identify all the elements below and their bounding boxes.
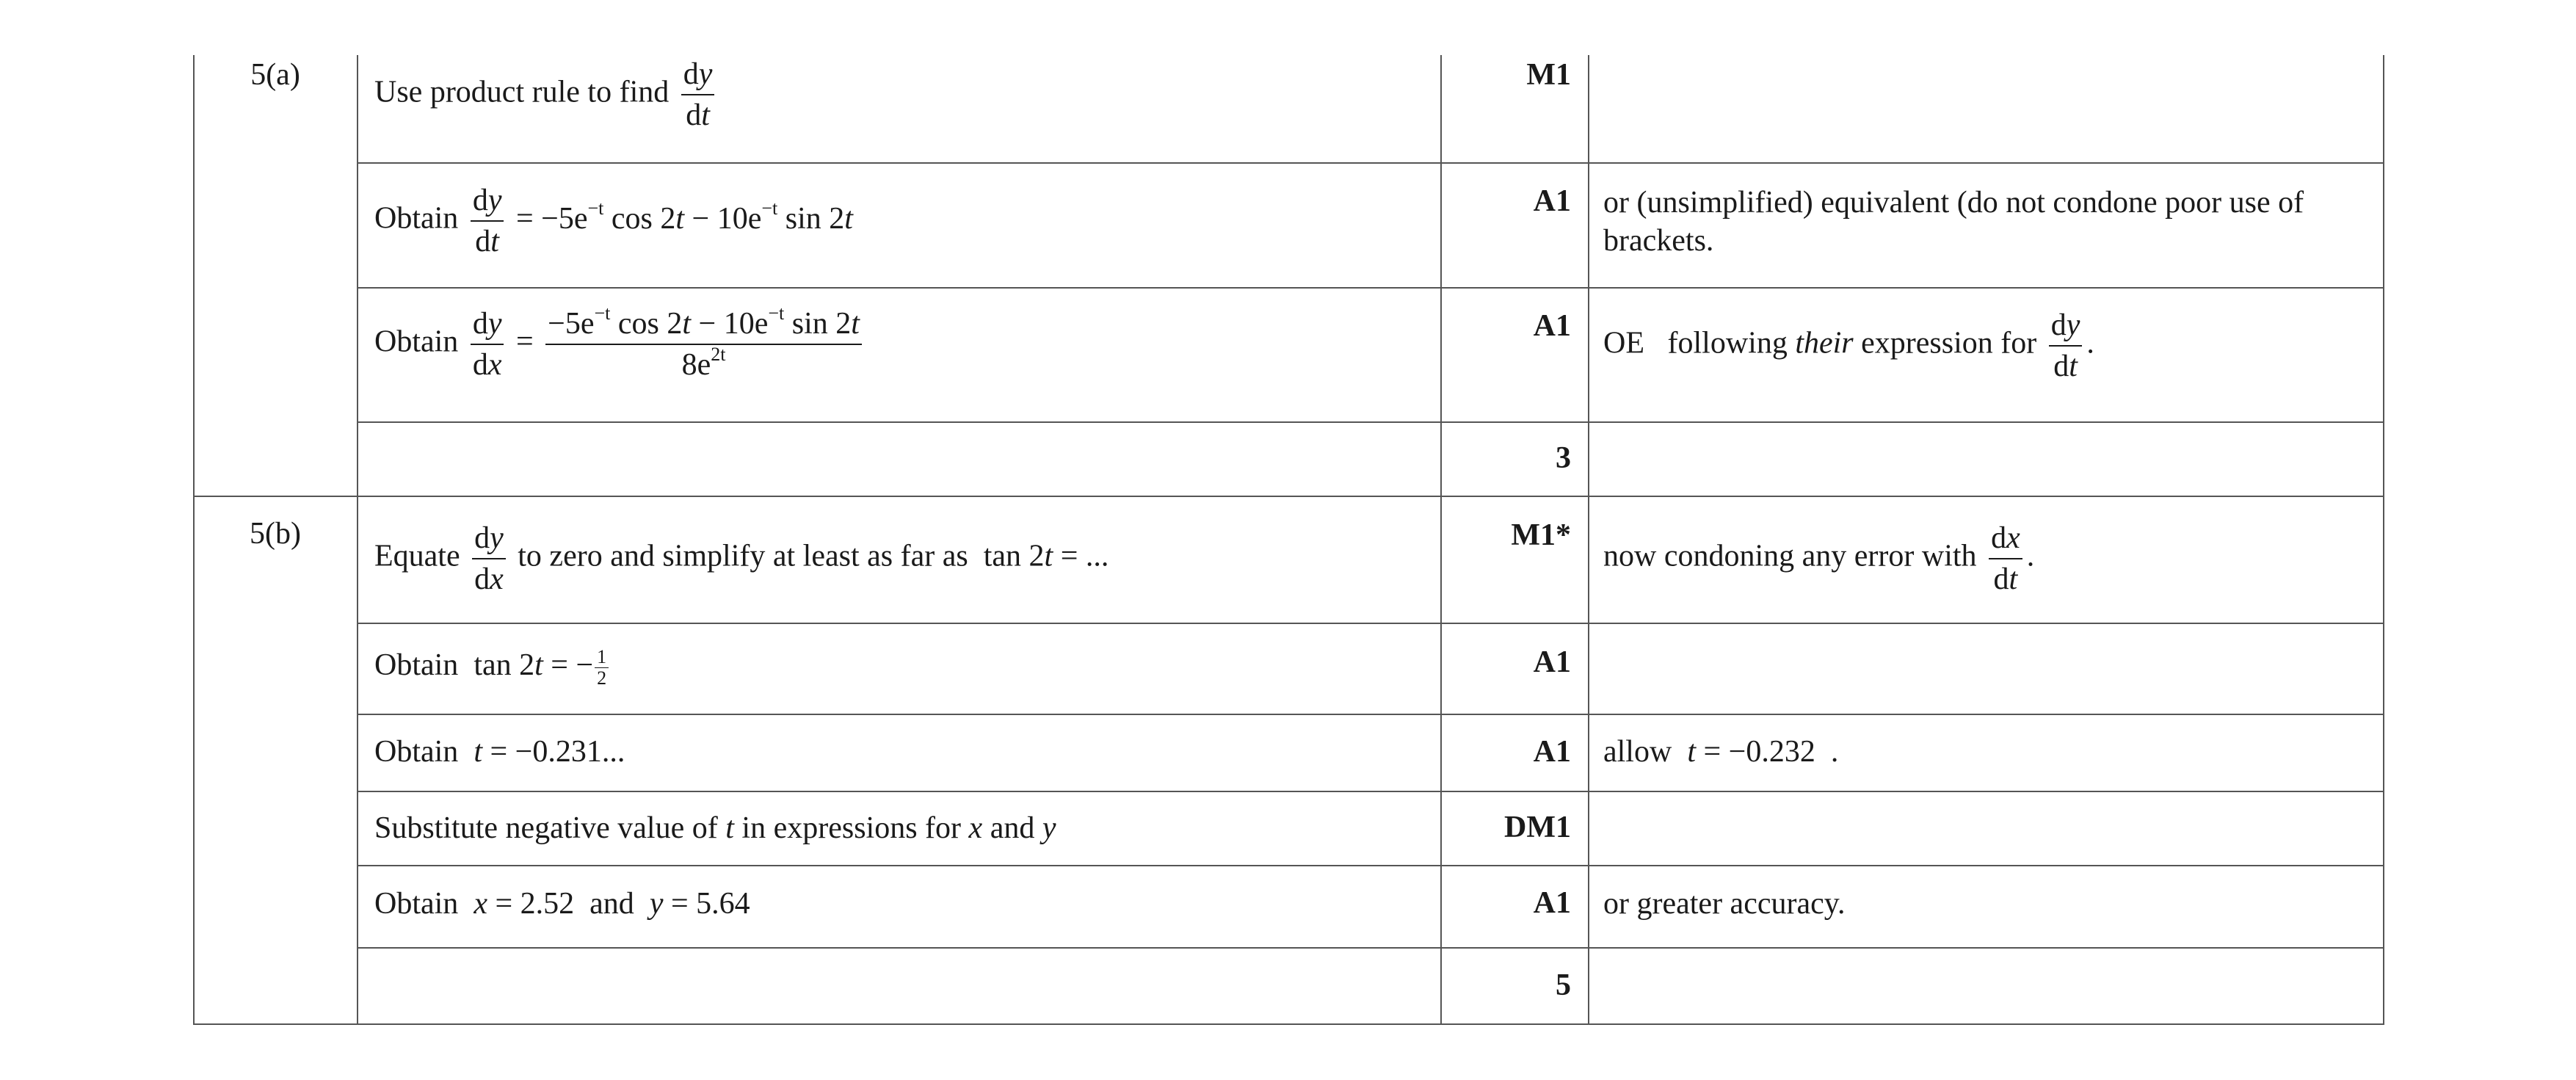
guidance-cell: allow t = −0.232 . [1603,735,1839,769]
mark-label: M1* [1511,518,1571,552]
dy-dx-expression: $\frac{-5e^{-t} \cos 2t - 10e^{-t} \sin 2t}{8e^{2t}}$ [545,308,862,380]
derivative-fraction: $\frac{dy}{dt}$ [2049,310,2083,382]
derivative-fraction: $\frac{dy}{dt}$ [471,185,504,257]
guidance-cell: now condoning any error with $\frac{dx}{dt}$ . [1603,521,2035,596]
guidance-text: or greater accuracy. [1603,887,1846,921]
answer-text: Obtain [374,325,459,359]
answer-text: Use product rule to find [374,75,670,109]
derivative-fraction: $\frac{dx}{dt}$ [1989,523,2022,595]
row-divider [357,865,2384,866]
math-expression: = $-5e^{-t}$ $\cos 2t - 10e^{-t}$ sin 2t [515,197,853,236]
math-expression: tan 2t = ... [983,539,1109,573]
table-border-right [2383,55,2384,1025]
guidance-cell: OE following their expression for $\frac{dy}{dt}$ . [1603,308,2094,383]
answer-cell [374,59,719,131]
question-number: 5(a) [250,58,300,92]
row-divider [357,791,2384,792]
mark-label: A1 [1533,645,1571,679]
answer-cell: Obtain x = 2.52 and y = 5.64 [374,887,750,921]
derivative-fraction: $\frac{dy}{dx}$ [472,523,506,595]
answer-text: Obtain [374,648,459,682]
mark-label: A1 [1533,886,1571,920]
row-divider [357,162,2384,164]
mark-label: A1 [1533,184,1571,218]
answer-cell [374,185,853,257]
question-divider [193,496,2384,497]
row-divider [357,623,2384,624]
row-divider [357,287,2384,289]
mark-label: A1 [1533,735,1571,769]
answer-cell [374,646,610,688]
derivative-fraction: $\frac{dy}{dx}$ [471,308,504,380]
table-border-bottom [193,1023,2384,1025]
mark-label: M1 [1526,58,1571,92]
answer-cell: Equate $\frac{dy}{dx}$ to zero and simplify at least as far as tan 2t = ... [374,521,1109,596]
column-divider-marks [1440,55,1442,1025]
table-border-left [193,55,195,1025]
question-number: 5(b) [250,517,301,551]
column-divider-answer [357,55,358,1025]
answer-cell: Obtain $\frac{dy}{dx}$ = $\frac{-5e^{-t} \cos 2t - 10e^{-t} \sin 2t}{8e^{2t}}$ [374,308,866,380]
derivative-fraction: $\frac{dy}{dt}$ [681,59,715,131]
column-divider-guidance [1588,55,1589,1025]
answer-cell [374,733,625,771]
math-expression: t = −0.231... [474,735,625,769]
answer-cell: Substitute negative value of t in expressions for x and y [374,811,1056,845]
row-divider [357,421,2384,423]
row-divider [357,947,2384,949]
guidance-text: or (unsimplified) equivalent (do not condone poor use of brackets. [1603,186,2304,258]
mark-total: 3 [1556,441,1571,475]
mark-label: DM1 [1504,811,1571,844]
math-expression: tan 2t = − [474,648,594,682]
mark-total: 5 [1556,968,1571,1002]
half-fraction: $\frac{1}{2}$ [595,648,609,688]
row-divider [357,714,2384,715]
answer-text: Equate [374,539,460,573]
mark-label: A1 [1533,309,1571,343]
answer-text: Obtain [374,201,459,236]
answer-text: Obtain [374,735,459,769]
